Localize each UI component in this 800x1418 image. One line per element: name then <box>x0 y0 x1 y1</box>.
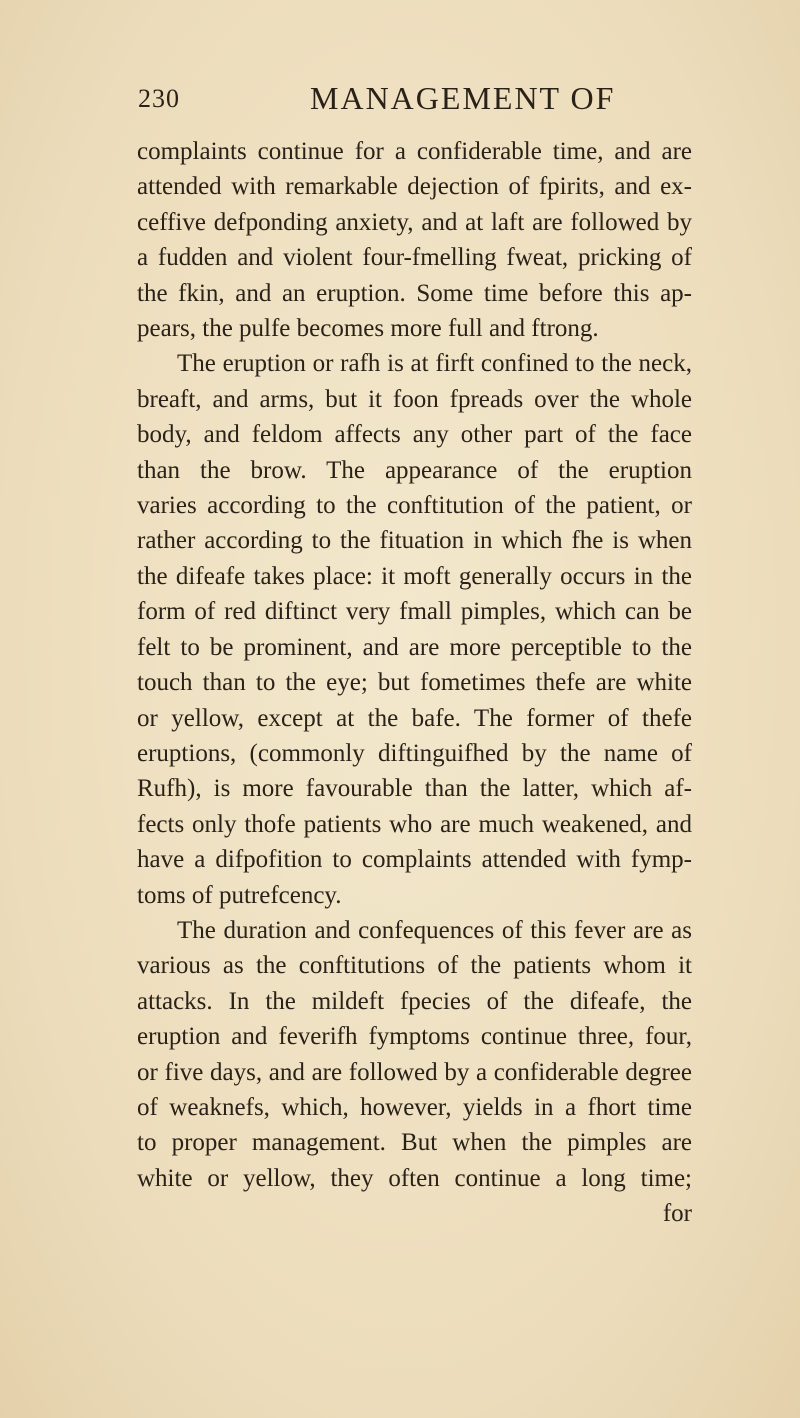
text-line: various as the conftitutions of the patients whom it <box>137 952 692 980</box>
text-line: the fkin, and an eruption. Some time before this ap- <box>137 279 692 307</box>
text-line: of weaknefs, which, however, yields in a fhort time <box>137 1093 692 1121</box>
text-line: Rufh), is more favourable than the latter, which af- <box>137 775 692 803</box>
text-line: varies according to the conftitution of the patient, or <box>137 492 692 520</box>
text-line: attacks. In the mildeft fpecies of the difeafe, the <box>137 987 692 1015</box>
text-line: felt to be prominent, and are more perceptible to the <box>137 633 692 661</box>
text-line: or five days, and are followed by a confiderable degree <box>137 1058 692 1086</box>
text-line: touch than to the eye; but fometimes thefe are white <box>137 669 692 697</box>
page-number: 230 <box>138 84 180 113</box>
text-line: rather according to the fituation in which fhe is when <box>137 527 692 555</box>
text-line: body, and feldom affects any other part of the face <box>137 421 692 449</box>
text-line: a fudden and violent four-fmelling fweat, pricking of <box>137 244 692 272</box>
text-line: attended with remarkable dejection of fpirits, and ex- <box>137 173 692 201</box>
text-line: eruption and feverifh fymptoms continue three, four, <box>137 1023 692 1051</box>
text-line: pears, the pulfe becomes more full and ftrong. <box>137 315 599 343</box>
text-line: to proper management. But when the pimples are <box>137 1129 692 1157</box>
text-line: or yellow, except at the bafe. The former of thefe <box>137 704 692 732</box>
text-line: complaints continue for a confiderable time, and are <box>137 138 692 165</box>
catchword: for <box>662 1200 692 1228</box>
text-line: The eruption or rafh is at firft confined to the neck, <box>177 350 692 378</box>
text-line: ceffive defponding anxiety, and at laft are followed by <box>137 208 692 236</box>
text-line: eruptions, (commonly diftinguifhed by the name of <box>137 739 692 767</box>
running-head: MANAGEMENT OF <box>310 80 616 116</box>
text-line: white or yellow, they often continue a long time; <box>137 1164 692 1192</box>
body-text <box>137 134 692 1232</box>
text-line: The duration and confequences of this fever are as <box>177 916 692 944</box>
text-line: toms of putrefcency. <box>137 881 342 909</box>
text-line: breaft, and arms, but it foon fpreads over the whole <box>137 385 692 413</box>
text-line: form of red diftinct very fmall pimples, which can be <box>137 598 692 626</box>
text-line: than the brow. The appearance of the eruption <box>137 456 692 484</box>
page-header <box>130 80 670 120</box>
text-line: the difeafe takes place: it moft generally occurs in the <box>137 562 692 590</box>
text-line: have a difpofition to complaints attended with fymp- <box>137 846 692 874</box>
text-line: fects only thofe patients who are much weakened, and <box>137 810 692 838</box>
